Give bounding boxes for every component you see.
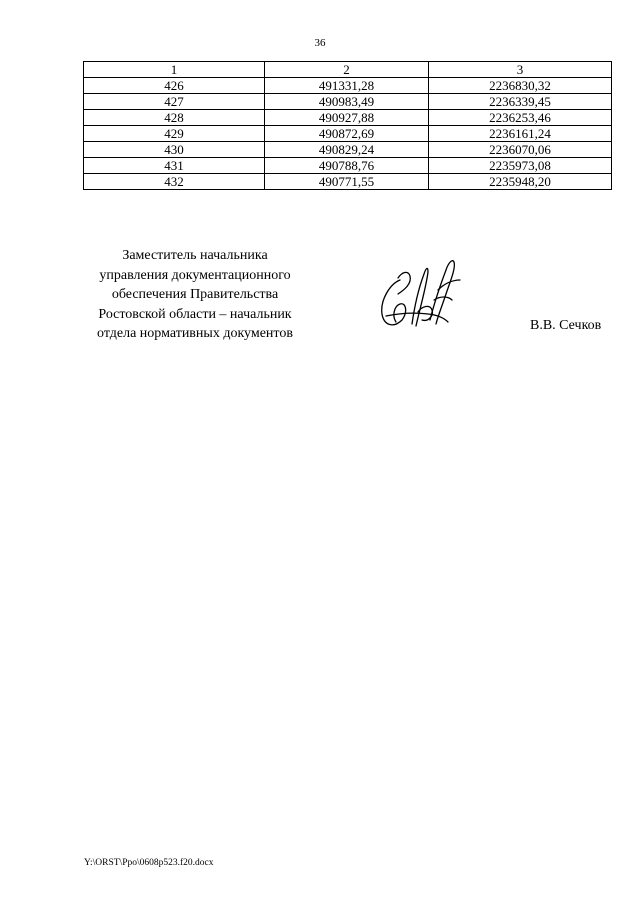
x-coordinate-cell: 490788,76 (265, 158, 429, 174)
y-coordinate-cell: 2235948,20 (429, 174, 612, 190)
point-number-cell: 429 (84, 126, 265, 142)
point-number-cell: 427 (84, 94, 265, 110)
x-coordinate-cell: 490983,49 (265, 94, 429, 110)
x-coordinate-cell: 490829,24 (265, 142, 429, 158)
y-coordinate-cell: 2235973,08 (429, 158, 612, 174)
y-coordinate-cell: 2236253,46 (429, 110, 612, 126)
x-coordinate-cell: 490872,69 (265, 126, 429, 142)
table-header-cell: 2 (265, 62, 429, 78)
y-coordinate-cell: 2236339,45 (429, 94, 612, 110)
point-number-cell: 426 (84, 78, 265, 94)
x-coordinate-cell: 490927,88 (265, 110, 429, 126)
table-row (84, 110, 612, 126)
y-coordinate-cell: 2236070,06 (429, 142, 612, 158)
coordinates-table (83, 61, 612, 190)
table-header-row (84, 62, 612, 78)
position-line: Заместитель начальника (122, 248, 268, 263)
point-number-cell: 428 (84, 110, 265, 126)
table-row (84, 126, 612, 142)
table-row (84, 158, 612, 174)
signer-name: В.В. Сечков (530, 318, 602, 333)
table-row (84, 94, 612, 110)
table-row (84, 174, 612, 190)
point-number-cell: 432 (84, 174, 265, 190)
y-coordinate-cell: 2236161,24 (429, 126, 612, 142)
position-line: отдела нормативных документов (97, 326, 293, 341)
point-number-cell: 430 (84, 142, 265, 158)
y-coordinate-cell: 2236830,32 (429, 78, 612, 94)
table-header-cell: 1 (84, 62, 265, 78)
position-line: управления документационного (99, 267, 291, 283)
point-number-cell: 431 (84, 158, 265, 174)
handwritten-signature (372, 250, 468, 334)
x-coordinate-cell: 490771,55 (265, 174, 429, 190)
document-file-path: Y:\ORST\Ppo\0608p523.f20.docx (84, 858, 214, 868)
table-row (84, 78, 612, 94)
signatory-position (86, 246, 304, 344)
position-line: Ростовской области – начальник (98, 306, 292, 322)
x-coordinate-cell: 491331,28 (265, 78, 429, 94)
table-row (84, 142, 612, 158)
position-line: обеспечения Правительства (111, 287, 279, 302)
table-header-cell: 3 (429, 62, 612, 78)
page-number: 36 (314, 37, 326, 49)
